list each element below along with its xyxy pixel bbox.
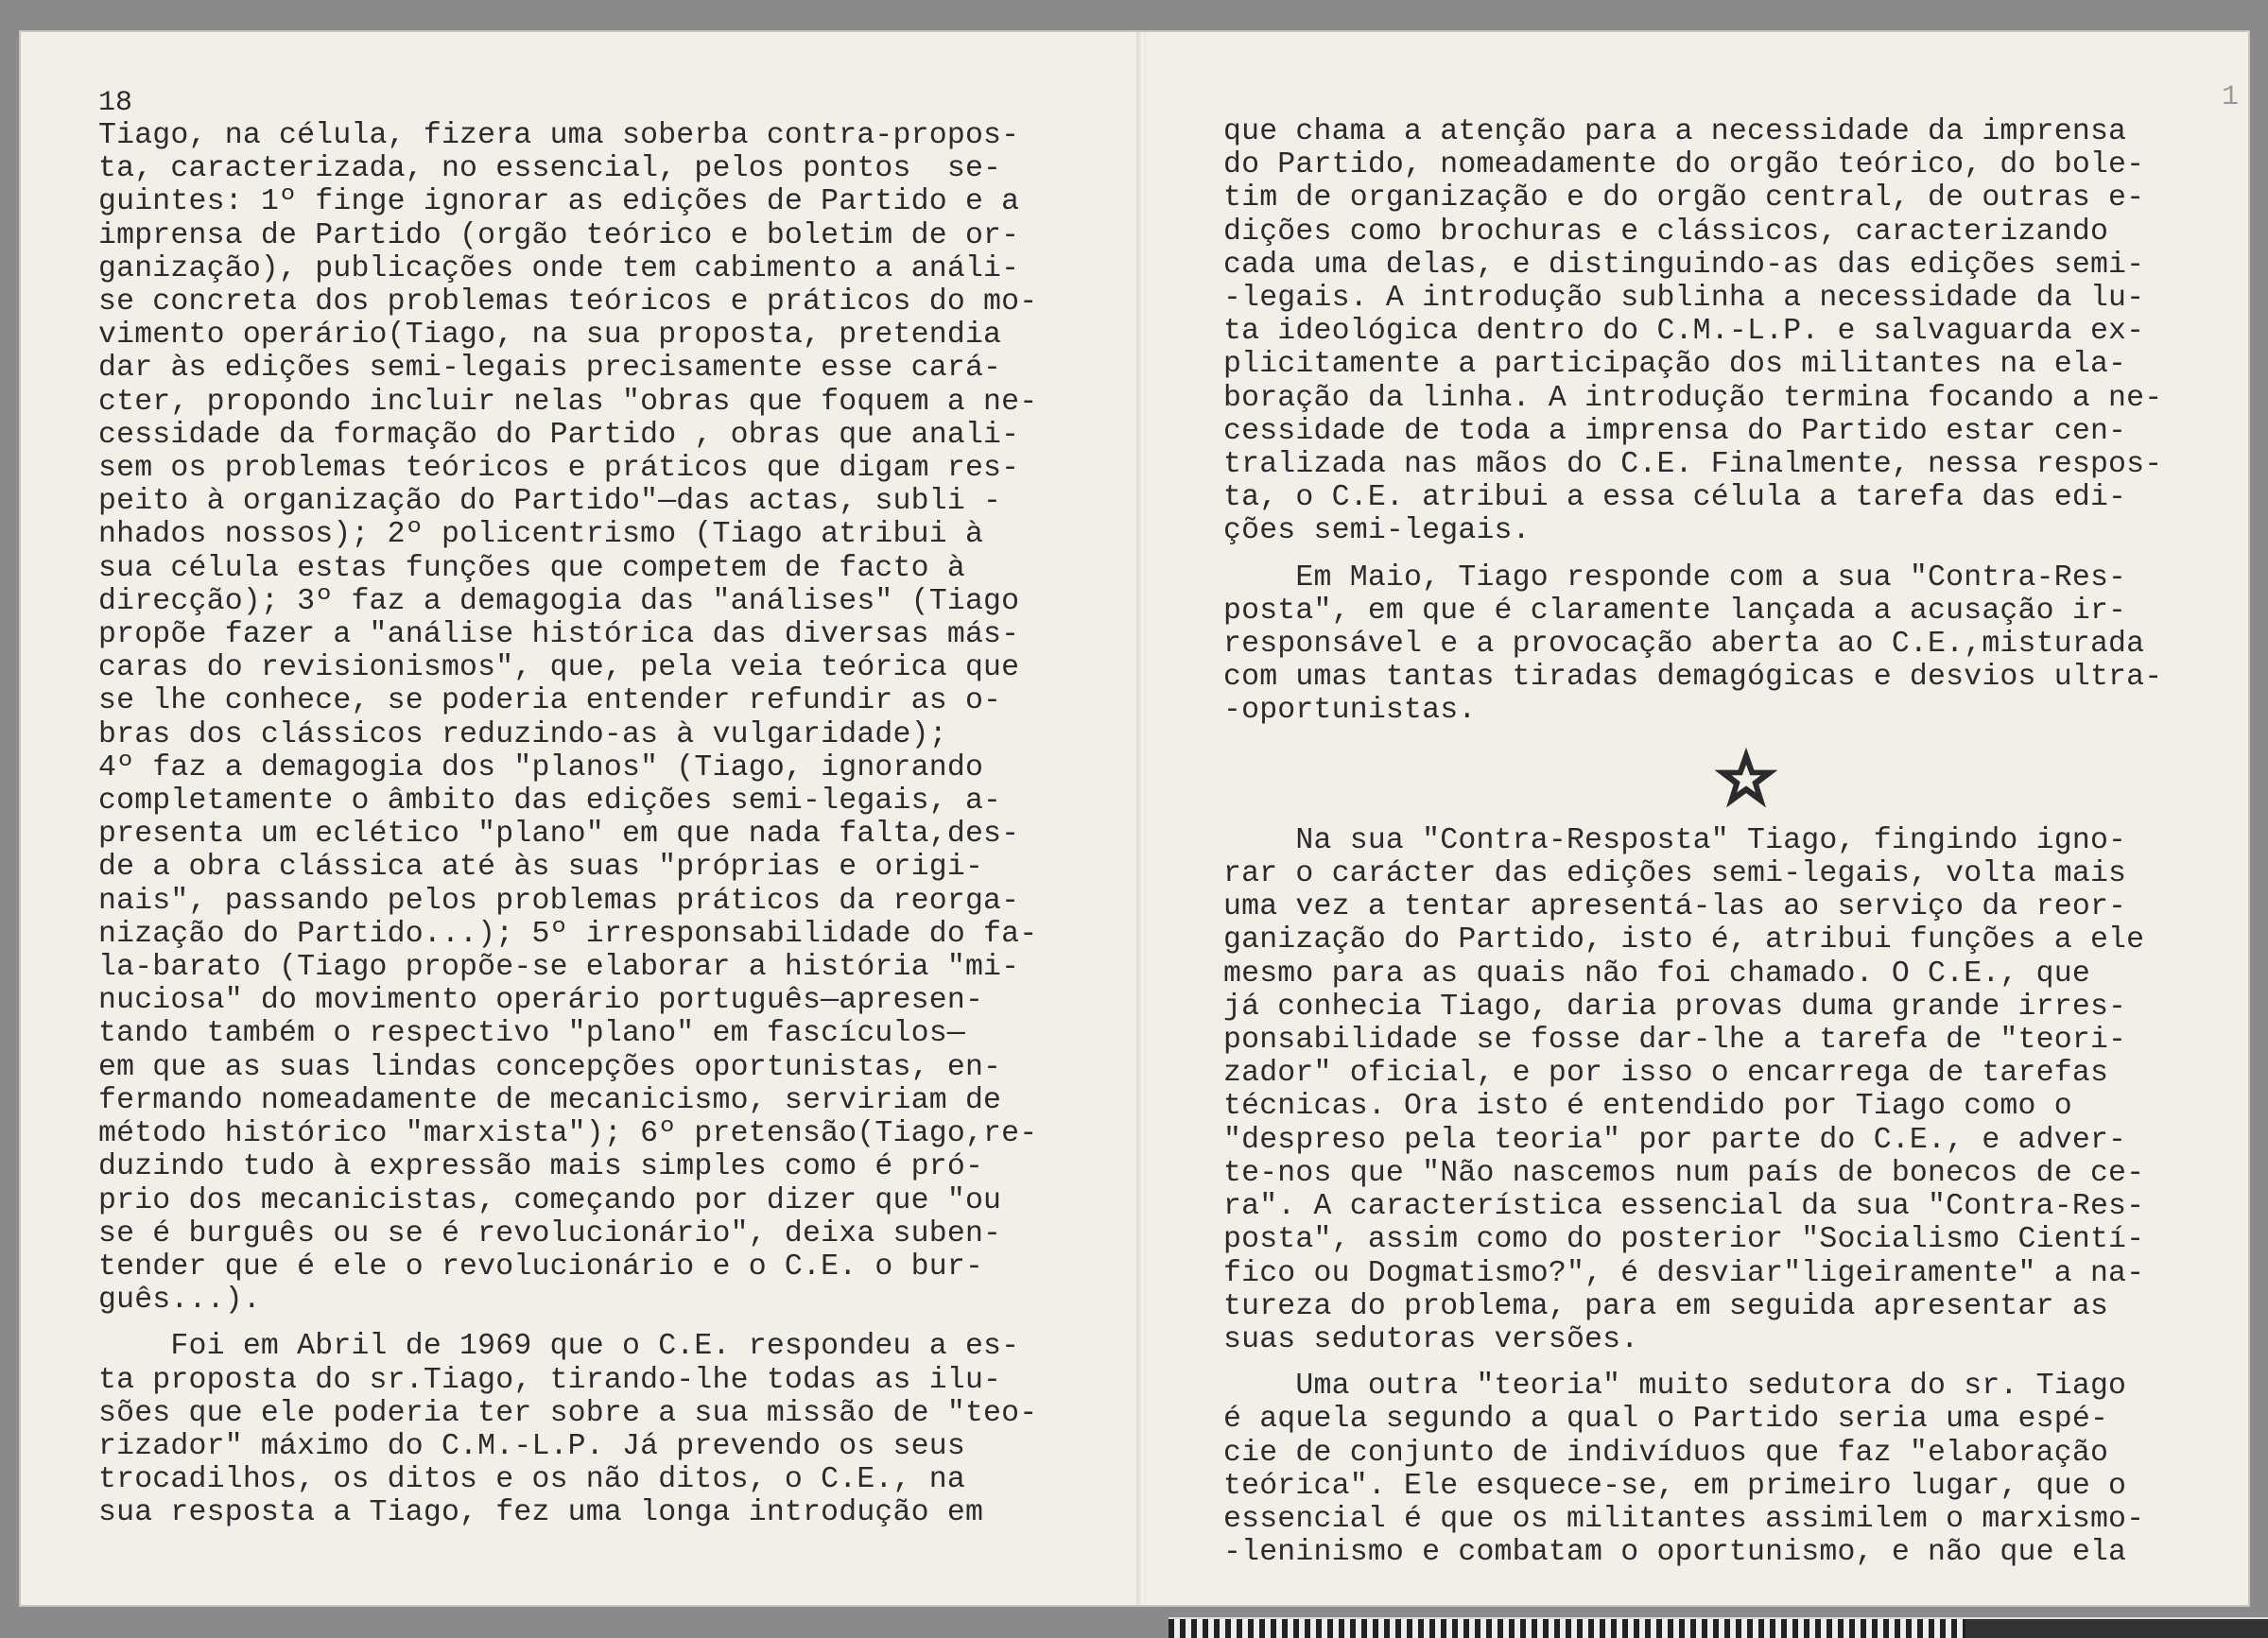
- text-line: duzindo tudo à expressão mais simples como é pró-: [98, 1150, 984, 1184]
- page-number: 1: [2222, 81, 2240, 113]
- text-line: vimento operário(Tiago, na sua proposta, pretendia: [98, 319, 1002, 353]
- text-line: -leninismo e combatam o oportunismo, e não que ela: [1223, 1536, 2127, 1570]
- text-line: de a obra clássica até às suas "próprias e origi-: [98, 851, 984, 885]
- text-line: plicitamente a participação dos militantes na ela-: [1223, 348, 2127, 382]
- text-line: Uma outra "teoria" muito sedutora do sr. Tiago: [1223, 1370, 2127, 1404]
- text-line: cie de conjunto de indivíduos que faz "elaboração: [1223, 1436, 2109, 1470]
- text-line: ganização do Partido, isto é, atribui funções a ele: [1223, 923, 2145, 957]
- text-line: sua célula estas funções que competem de facto à: [98, 551, 965, 585]
- text-line: ta, caracterizada, no essencial, pelos pontos se-: [98, 152, 1002, 186]
- star-icon: [1713, 745, 1779, 811]
- text-line: ta ideológica dentro do C.M.-L.P. e salvaguarda ex-: [1223, 315, 2145, 349]
- text-before-star: [1223, 115, 2216, 728]
- text-line: te-nos que "Não nascemos num país de bonecos de ce-: [1223, 1156, 2145, 1190]
- text-line: técnicas. Ora isto é entendido por Tiago como o: [1223, 1090, 2072, 1124]
- text-after-star: [1223, 824, 2216, 1569]
- text-line: se concreta dos problemas teóricos e práticos do mo-: [98, 285, 1038, 319]
- text-line: ções semi-legais.: [1223, 514, 1531, 548]
- text-line: Tiago, na célula, fizera uma soberba contra-propos-: [98, 119, 1020, 152]
- text-line: Em Maio, Tiago responde com a sua "Contra-Res-: [1223, 560, 2127, 595]
- text-line: la-barato (Tiago propõe-se elaborar a história "mi-: [98, 951, 1020, 985]
- text-line: ta, o C.E. atribui a essa célula a tarefa das edi-: [1223, 481, 2127, 515]
- text-line: responsável e a provocação aberta ao C.E.,misturada: [1223, 628, 2145, 662]
- text-line: tureza do problema, para em seguida apresentar as: [1223, 1289, 2109, 1323]
- text-line: nuciosa" do movimento operário português—apresen-: [98, 984, 984, 1018]
- text-line: 4º faz a demagogia dos "planos" (Tiago, ignorando: [98, 750, 984, 785]
- text-line: completamente o âmbito das edições semi-legais, a-: [98, 785, 1002, 819]
- text-line: já conhecia Tiago, daria provas duma grande irres-: [1223, 990, 2127, 1024]
- text-line: sões que ele poderia ter sobre a sua missão de "teo-: [98, 1396, 1038, 1430]
- left-page: [21, 32, 1141, 1605]
- text-line: nização do Partido...); 5º irresponsabilidade do fa-: [98, 917, 1038, 951]
- text-line: sua resposta a Tiago, fez uma longa introdução em: [98, 1496, 984, 1530]
- text-line: do Partido, nomeadamente do orgão teórico, do bole-: [1223, 148, 2145, 182]
- text-line: com umas tantas tiradas demagógicas e desvios ultra-: [1223, 661, 2163, 695]
- text-line: dar às edições semi-legais precisamente esse cará-: [98, 352, 1002, 386]
- text-line: propõe fazer a "análise histórica das diversas más-: [98, 618, 1020, 652]
- text-line: nhados nossos); 2º policentrismo (Tiago atribui à: [98, 518, 984, 552]
- text-line: guintes: 1º finge ignorar as edições de Partido e a: [98, 185, 1020, 219]
- page-number: 18: [98, 87, 133, 119]
- text-line: tando também o respectivo "plano" em fascículos—: [98, 1017, 965, 1051]
- text-line: presenta um eclético "plano" em que nada falta,des-: [98, 818, 1020, 852]
- text-line: que chama a atenção para a necessidade da imprensa: [1223, 115, 2127, 148]
- text-line: mesmo para as quais não foi chamado. O C.E., que: [1223, 957, 2090, 991]
- book-spread: [21, 32, 2248, 1605]
- text-line: caras do revisionismos", que, pela veia teórica que: [98, 651, 1020, 685]
- paragraph: [1223, 115, 2216, 548]
- text-line: posta", assim como do posterior "Socialismo Cientí-: [1223, 1223, 2145, 1257]
- text-line: em que as suas lindas concepções oportunistas, en-: [98, 1050, 1002, 1084]
- text-line: zador" oficial, e por isso o encarrega de tarefas: [1223, 1057, 2109, 1091]
- text-line: essencial é que os militantes assimilem o marxismo-: [1223, 1502, 2145, 1536]
- text-line: dições como brochuras e clássicos, caracterizando: [1223, 215, 2109, 249]
- paragraph: [1223, 1370, 2216, 1569]
- text-line: prio dos mecanicistas, começando por dizer que "ou: [98, 1183, 1002, 1217]
- text-line: guês...).: [98, 1284, 261, 1318]
- text-line: se lhe conhece, se poderia entender refundir as o-: [98, 684, 1002, 718]
- text-line: fermando nomeadamente de mecanicismo, serviriam de: [98, 1083, 1002, 1117]
- text-line: ponsabilidade se fosse dar-lhe a tarefa de "teori-: [1223, 1024, 2127, 1058]
- text-line: cessidade de toda a imprensa do Partido estar cen-: [1223, 414, 2127, 448]
- text-line: -legais. A introdução sublinha a necessidade da lu-: [1223, 282, 2145, 316]
- paragraph: [98, 119, 1100, 1317]
- text-line: trocadilhos, os ditos e os não ditos, o C.E., na: [98, 1463, 965, 1497]
- text-line: é aquela segundo a qual o Partido seria uma espé-: [1223, 1403, 2109, 1437]
- text-line: imprensa de Partido (orgão teórico e boletim de or-: [98, 218, 1020, 252]
- text-line: boração da linha. A introdução termina focando a ne-: [1223, 381, 2163, 415]
- text-line: ra". A característica essencial da sua "Contra-Res-: [1223, 1190, 2145, 1224]
- text-line: método histórico "marxista"); 6º pretensão(Tiago,re-: [98, 1117, 1038, 1151]
- left-page-text: [98, 119, 1100, 1543]
- text-line: uma vez a tentar apresentá-las ao serviço da reor-: [1223, 890, 2127, 924]
- text-line: ganização), publicações onde tem cabimento a análi-: [98, 251, 1020, 285]
- right-page-text: [1223, 115, 2216, 1582]
- text-line: direcção); 3º faz a demagogia das "análises" (Tiago: [98, 584, 1020, 618]
- text-line: fico ou Dogmatismo?", é desviar"ligeiramente" a na-: [1223, 1256, 2145, 1290]
- text-line: peito à organização do Partido"—das actas, subli -: [98, 485, 1002, 519]
- text-line: tim de organização e do orgão central, de outras e-: [1223, 181, 2145, 216]
- text-line: bras dos clássicos reduzindo-as à vulgaridade);: [98, 717, 947, 751]
- text-line: tender que é ele o revolucionário e o C.E. o bur-: [98, 1250, 984, 1284]
- text-line: tralizada nas mãos do C.E. Finalmente, nessa respos-: [1223, 448, 2163, 482]
- text-line: rar o carácter das edições semi-legais, volta mais: [1223, 857, 2127, 891]
- text-line: nais", passando pelos problemas práticos da reorga-: [98, 884, 1020, 918]
- text-line: posta", em que é claramente lançada a acusação ir-: [1223, 594, 2127, 628]
- paragraph: [1223, 561, 2216, 728]
- text-line: suas sedutoras versões.: [1223, 1322, 1639, 1356]
- text-line: cter, propondo incluir nelas "obras que foquem a ne-: [98, 385, 1038, 419]
- text-line: teórica". Ele esquece-se, em primeiro lugar, que o: [1223, 1469, 2127, 1503]
- text-line: cada uma delas, e distinguindo-as das edições semi-: [1223, 248, 2145, 282]
- text-line: cessidade da formação do Partido , obras que anali-: [98, 418, 1020, 452]
- text-line: "despreso pela teoria" por parte do C.E., e adver-: [1223, 1123, 2127, 1157]
- paragraph: [98, 1330, 1100, 1529]
- right-page: [1146, 32, 2248, 1605]
- text-line: sem os problemas teóricos e práticos que digam res-: [98, 452, 1020, 486]
- scale-ruler: [1169, 1617, 2268, 1638]
- text-line: Foi em Abril de 1969 que o C.E. respondeu a es-: [98, 1330, 1020, 1364]
- paragraph: [1223, 824, 2216, 1356]
- text-line: Na sua "Contra-Resposta" Tiago, fingindo igno-: [1223, 823, 2127, 857]
- text-line: ta proposta do sr.Tiago, tirando-lhe todas as ilu-: [98, 1363, 1002, 1397]
- text-line: se é burguês ou se é revolucionário", deixa suben-: [98, 1216, 1002, 1250]
- text-line: rizador" máximo do C.M.-L.P. Já prevendo os seus: [98, 1429, 965, 1463]
- text-line: -oportunistas.: [1223, 694, 1477, 728]
